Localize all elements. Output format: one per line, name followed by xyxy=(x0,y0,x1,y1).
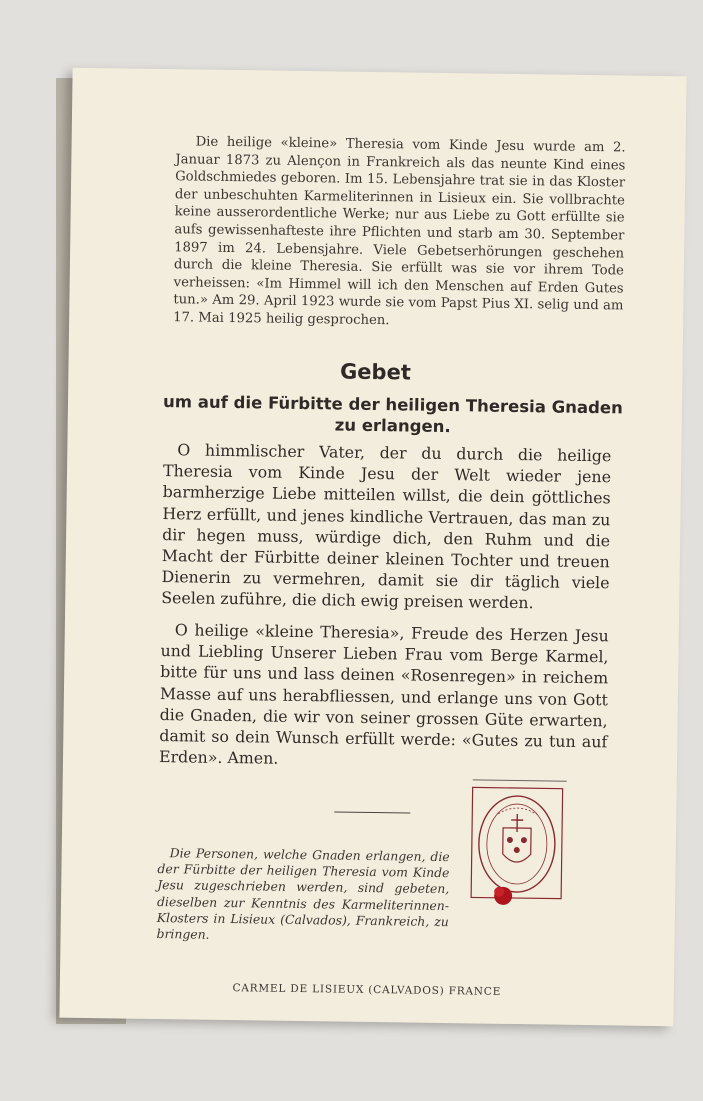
prayer-paragraph-2: O heilige «kleine Theresia», Freude des Herzen Jesu und Liebling Unserer Lieben Frau vom Berge Karmel, bitte für uns und lass deinen «Rosenregen» in reichem Masse auf uns herabfliessen, und erlange uns von Gott die Gnaden, die wir von seiner grossen Güte erwarten, damit so dein Wunsch erfüllt werde: «Gutes zu tun auf Erden». Amen. xyxy=(158,620,609,768)
divider-line xyxy=(334,811,410,813)
closing-line xyxy=(473,779,567,781)
prayer-paragraph-1: O himmlischer Vater, der du durch die heilige Theresia vom Kinde Jesu der Welt wieder jene barmherzige Liebe mitteilen willst, die dein göttliches Herz erfüllt, und jenes kindliche Vertrauen, das man zu dir hegen muss, würdige dich, den Ruhm und die Macht der Fürbitte deiner kleinen Tochter und treuen Dienerin zu vermehren, damit sie dir täglich viele Seelen zuführe, die dich ewig preisen werden. xyxy=(161,440,612,613)
carmel-seal-icon xyxy=(469,783,567,922)
biography-paragraph: Die heilige «kleine» Theresia vom Kinde Jesu wurde am 2. Januar 1873 zu Alençon in Frankreich als das neunte Kind eines Goldschmiedes geboren. Im 15. Lebensjahre trat sie in das Kloster der unbeschuhten Karmeliterinnen in Lisieux ein. Sie vollbrachte keine ausserordentliche Werke; nur aus Liebe zu Gott erfüllte sie aufs gewissenhafteste ihre Pflichten und starb am 30. September 1897 im 24. Lebensjahre. Viele Gebetserhörungen geschehen durch die kleine Theresia. Sie erfüllt was sie vor ihrem Tode verheissen: «Im Himmel will ich den Menschen auf Erden Gutes tun.» Am 29. April 1923 wurde sie vom Papst Pius XI. selig und am 17. Mai 1925 heilig gesprochen. xyxy=(173,134,626,329)
prayer-card xyxy=(59,68,686,1026)
graces-notice: Die Personen, welche Gnaden erlangen, die der Fürbitte der heiligen Theresia vom Kinde Jesu zugeschrieben werden, sind gebeten, dieselben zur Kenntnis des Karmeliterinnen-Klosters in Lisieux (Calvados), Frankreich, zu bringen. xyxy=(156,845,450,942)
prayer-title: Gebet xyxy=(339,359,411,385)
prayer-subtitle: um auf die Fürbitte der heiligen Theresia Gnaden zu erlangen. xyxy=(163,392,623,437)
publisher-footer: CARMEL DE LISIEUX (CALVADOS) FRANCE xyxy=(232,982,502,998)
